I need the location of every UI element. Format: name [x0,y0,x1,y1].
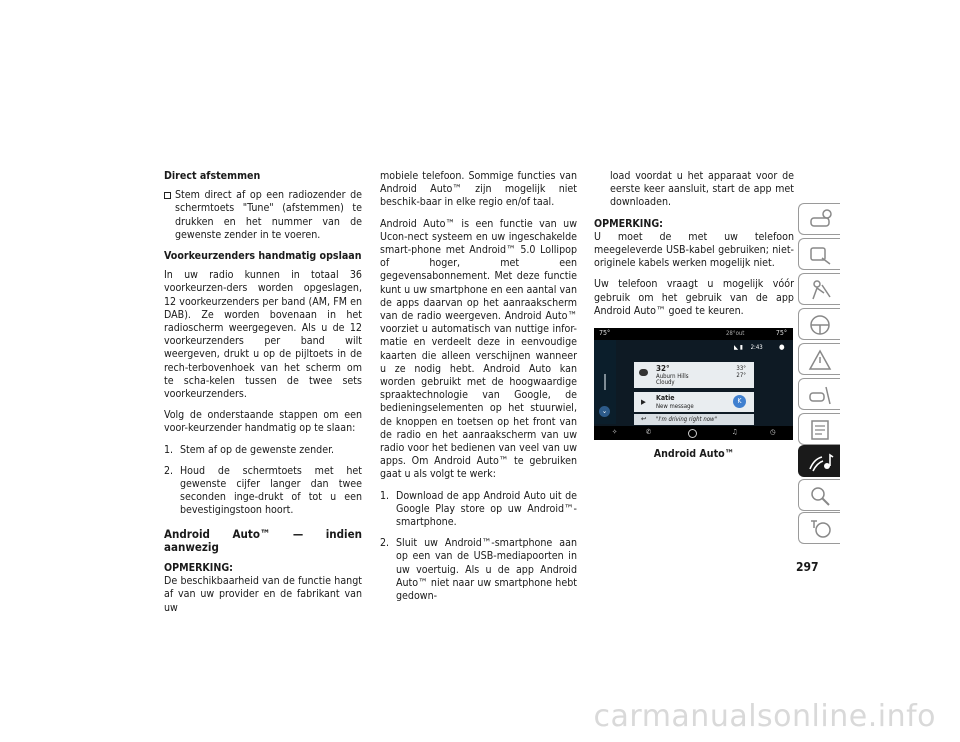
paragraph-permission: Uw telefoon vraagt u mogelijk vóór gebruik om het gebruik van de app Android Auto™ goed te keuren. [594,278,794,317]
note-label: OPMERKING: [594,217,663,230]
android-auto-screenshot [594,328,793,440]
phone-icon[interactable]: ✆ [646,428,652,436]
multimedia-icon [808,451,834,473]
message-card[interactable]: ▶ Katie New message K [634,392,754,412]
column-2 [380,170,577,611]
tab-safety[interactable] [798,273,840,305]
list-item: 1. Stem af op de gewenste zender. [164,443,335,456]
screen-clock: ◣ ▮ 2:43 [734,344,763,351]
paragraph: Android Auto™ is een functie van uw Ucon-nect systeem en uw ingeschakelde smart-phone met Android™ 5.0 Lollipop of hoger, met een gegevensabonnement. Met deze functie kunt u uw smartphone en een aantal van de apps daarvan op het aanraakscherm van de radio weergeven. Android Auto™ voorziet u automatisch van nuttige infor-matie en verdeelt deze in eenvoudige kaarten die alleen verschijnen wanneer u ze nodig hebt. Android Auto kan worden gebruikt met de hoogwaardige spraaktechnologie van Google, de bedieningselementen op het stuurwiel, de knoppen en toetsen op het front van de radio en het aanraakscherm van uw radio voor het bedienen van veel van uw apps. Om Android Auto™ te gebruiken gaat u als volgt te werk: [380,217,577,481]
microphone-icon[interactable]: ● [779,343,785,351]
tab-service[interactable] [798,378,840,410]
figure-caption: Android Auto™ [653,448,735,460]
clock-icon[interactable]: ◷ [770,428,776,436]
paragraph-steps-intro: Volg de onderstaande stappen om een voor-keurzender handmatig op te slaan: [164,409,362,435]
language-icon [808,518,834,540]
tab-languages[interactable] [798,512,840,544]
tab-keys[interactable] [798,238,840,270]
car-info-icon [808,209,834,231]
navigation-icon[interactable]: ✧ [612,428,618,436]
warning-car-icon [808,349,834,371]
column-1 [164,170,362,623]
magnifier-icon [808,485,834,507]
column-3 [594,170,794,326]
square-bullet-icon [164,192,171,199]
reply-icon: ↩ [641,415,647,423]
key-icon [808,244,834,266]
paragraph-presets: In uw radio kunnen in totaal 36 voorkeurzen-ders worden opgeslagen, 12 voorkeurzenders per band (AM, FM en DAB). Ze worden bovenaan in het radioscherm weergegeven. Als u de 12 voorkeurzenders per band wilt weergeven, drukt u op de pijltoets in de rech-terbovenhoek van het scherm om te scha-kelen tussen de twee sets voorkeurzenders. [164,269,362,401]
cloud-icon [639,369,648,376]
screen-status-bar: 75° 28°out 75° [594,328,793,340]
chevron-down-icon[interactable]: ⌄ [599,406,610,417]
play-icon: ▶ [641,398,646,406]
weather-card[interactable]: 32° Auburn Hills Cloudy 33° 27° [634,362,754,388]
heading-manual-presets: Voorkeurzenders handmatig opslaan [164,250,362,263]
tab-index[interactable] [798,479,840,511]
list-item: 2. Sluit uw Android™-smartphone aan op een van de USB-mediapoorten in uw voertuig. Als u de app Android Auto™ niet naar uw smartphone hebt gedown- [380,537,577,603]
paragraph-continued: load voordat u het apparaat voor de eerste keer aansluit, start de app met downloaden. [610,170,794,209]
headphones-icon[interactable]: ♫ [732,428,738,436]
tab-specifications[interactable] [798,413,840,445]
note-text: U moet de met uw telefoon meegeleverde USB-kabel gebruiken; niet-originele kabels werken mogelijk niet. [594,230,794,270]
list-item: 2. Houd de schermtoets met het gewenste cijfer langer dan twee seconden inge-drukt of tot u een bevestigingstoon hoort. [164,464,362,517]
page-number: 297 [796,560,819,574]
tab-emergency[interactable] [798,343,840,375]
steering-wheel-icon [808,314,834,336]
screen-nav-bar [594,426,793,440]
heading-android-auto: Android Auto™ — indien aanwezig [164,526,362,554]
tab-multimedia[interactable] [798,445,840,477]
watermark: carmanualsonline.info [593,699,936,734]
bullet-direct-tuning: Stem direct af op een radiozender de schermtoets "Tune" (afstemmen) te drukken en het nummer van de gewenste zender in te voeren. [164,189,362,242]
note-label: OPMERKING: [164,562,233,575]
heading-direct-tuning: Direct afstemmen [164,170,261,182]
note-text: De beschikbaarheid van de functie hangt af van uw provider en de fabrikant van uw [164,575,362,614]
screen-side-rail [594,340,616,424]
avatar: K [733,395,746,408]
reply-card[interactable]: ↩ "I'm driving right now" [634,414,754,425]
scroll-indicator [604,374,606,390]
signal-icon: ◣ ▮ [734,344,743,351]
paragraph: mobiele telefoon. Sommige functies van Android Auto™ zijn mogelijk niet beschik-baar in elke regio en/of taal. [380,170,577,209]
wrench-car-icon [808,384,834,406]
checklist-icon [808,419,834,441]
list-item: 1. Download de app Android Auto uit de Google Play store op uw Android™-smartphone. [380,489,577,529]
home-icon[interactable] [688,429,697,438]
tab-driving[interactable] [798,308,840,340]
tab-car-info[interactable] [798,203,840,235]
seatbelt-icon [808,279,834,301]
